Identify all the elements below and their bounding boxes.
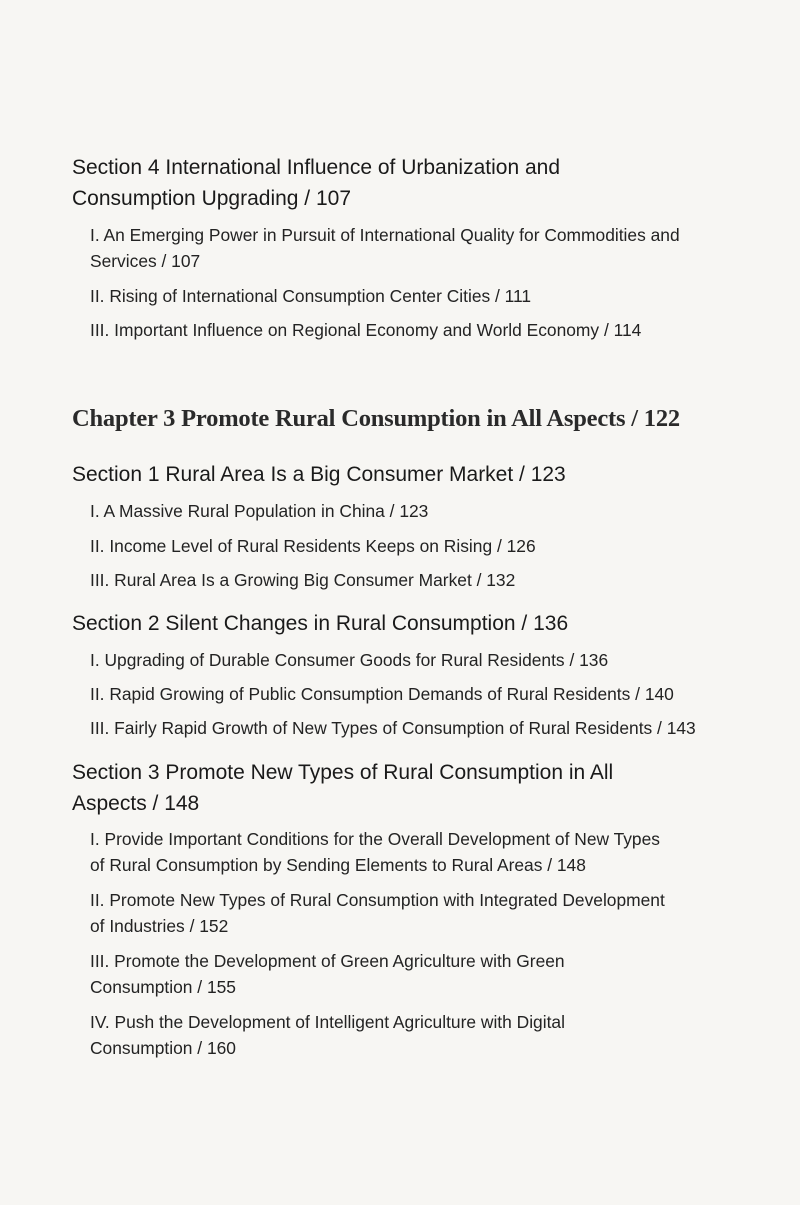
c3s3-item-2 — [90, 887, 758, 939]
c3s1-item-1-line1: I. A Massive Rural Population in China / 123 — [90, 501, 429, 521]
chapter-3-title: Chapter 3 Promote Rural Consumption in All Aspects / 122 — [72, 405, 680, 432]
s4-item-1-line1: I. An Emerging Power in Pursuit of International Quality for Commodities and — [90, 225, 680, 245]
c3s3-item-2-line2: of Industries / 152 — [90, 916, 229, 936]
s4-item-1-line2: Services / 107 — [90, 251, 201, 271]
c3s3-item-1-line2: of Rural Consumption by Sending Elements to Rural Areas / 148 — [90, 855, 586, 875]
c3-section-2-title: Section 2 Silent Changes in Rural Consumption / 136 — [72, 612, 569, 635]
c3s1-item-2 — [90, 533, 758, 559]
c3-section-3-title-line1: Section 3 Promote New Types of Rural Consumption in All — [72, 761, 614, 784]
section-4-title-line1: Section 4 International Influence of Urbanization and — [72, 156, 560, 179]
section-4-title-line2: Consumption Upgrading / 107 — [72, 187, 352, 210]
c3s2-item-2 — [90, 681, 758, 707]
c3s1-item-3 — [90, 567, 758, 593]
c3-section-3-title-line2: Aspects / 148 — [72, 792, 200, 815]
c3s1-item-2-line1: II. Income Level of Rural Residents Keeps on Rising / 126 — [90, 536, 536, 556]
s4-item-3-line1: III. Important Influence on Regional Economy and World Economy / 114 — [90, 320, 642, 340]
c3s3-item-1-line1: I. Provide Important Conditions for the Overall Development of New Types — [90, 829, 660, 849]
c3s3-item-3 — [90, 948, 758, 1000]
c3s3-item-4 — [90, 1009, 758, 1061]
c3s2-item-3-line1: III. Fairly Rapid Growth of New Types of Consumption of Rural Residents / 143 — [90, 718, 696, 738]
c3s3-item-3-line1: III. Promote the Development of Green Agriculture with Green — [90, 951, 565, 971]
c3s2-item-3 — [90, 715, 758, 741]
s4-item-3 — [90, 317, 758, 343]
s4-item-2-line1: II. Rising of International Consumption Center Cities / 111 — [90, 286, 532, 306]
c3s2-item-1-line1: I. Upgrading of Durable Consumer Goods for Rural Residents / 136 — [90, 650, 609, 670]
c3s3-item-3-line2: Consumption / 155 — [90, 977, 236, 997]
c3s2-item-1 — [90, 647, 758, 673]
c3s3-item-4-line1: IV. Push the Development of Intelligent Agriculture with Digital — [90, 1012, 565, 1032]
section-4-title — [72, 152, 712, 214]
c3-section-3-title — [72, 757, 712, 819]
c3s3-item-2-line1: II. Promote New Types of Rural Consumption with Integrated Development — [90, 890, 665, 910]
s4-item-2 — [90, 283, 758, 309]
c3s1-item-1 — [90, 498, 758, 524]
c3-section-1-title: Section 1 Rural Area Is a Big Consumer Market / 123 — [72, 463, 566, 486]
c3s3-item-1 — [90, 826, 758, 878]
c3s3-item-4-line2: Consumption / 160 — [90, 1038, 236, 1058]
c3s1-item-3-line1: III. Rural Area Is a Growing Big Consumer Market / 132 — [90, 570, 516, 590]
c3s2-item-2-line1: II. Rapid Growing of Public Consumption Demands of Rural Residents / 140 — [90, 684, 674, 704]
s4-item-1 — [90, 222, 758, 274]
